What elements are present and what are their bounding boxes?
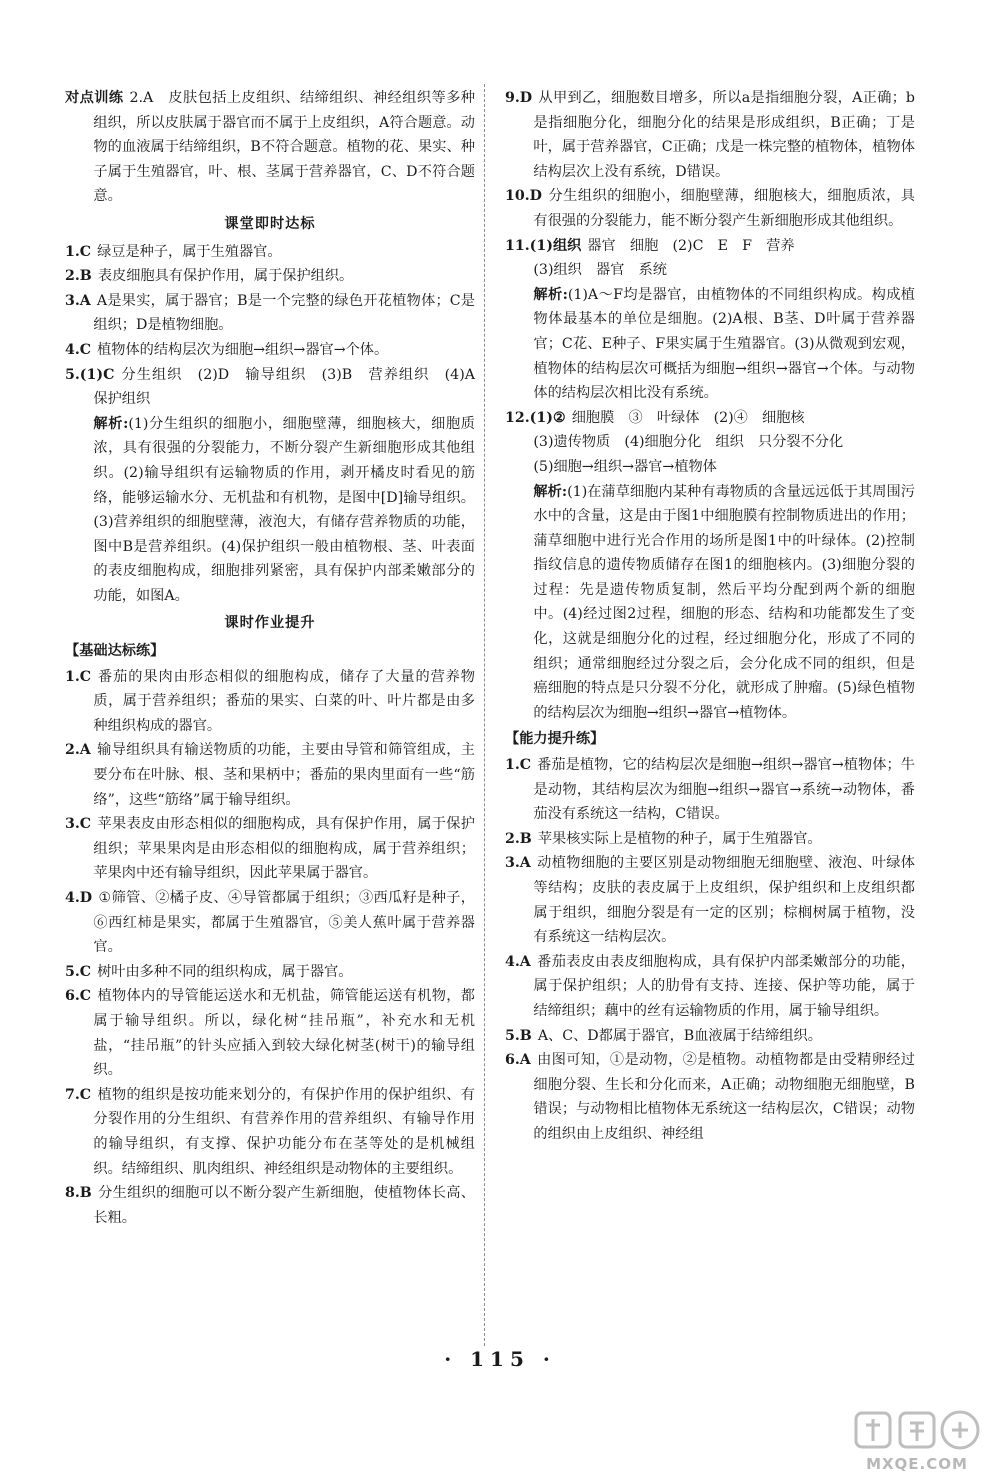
item-text: A、C、D都属于器官，B血液属于结缔组织。 [537,1027,822,1044]
item-number: 9.D [505,90,533,106]
list-item [65,1083,475,1181]
list-item [505,950,915,1024]
list-item [65,289,475,338]
item-text: 树叶由多种不同的组织构成，属于器官。 [97,963,353,980]
item-number: 2.A [65,742,91,759]
item-number: 2.B [505,830,532,847]
item-text: 输导组织具有输送物质的功能，主要由导管和筛管组成，主要分布在叶脉、根、茎和果柄中；番茄的果肉里面有一些“筋络”，这些“筋络”属于输导组织。 [93,742,475,808]
item-text: 番茄表皮由表皮细胞构成，具有保护内部柔嫩部分的功能，属于保护组织；人的肋骨有支持、连接、保护等功能，属于结缔组织；藕中的丝有运输物质的作用，属于输导组织。 [533,953,915,1019]
list-item [65,264,475,289]
section-title-classroom: 课堂即时达标 [224,215,316,232]
watermark-logo [842,1407,992,1475]
analysis-label: 解析: [93,415,129,432]
item-number: 5.(1)C [65,366,115,383]
item-text: 苹果核实际上是植物的种子，属于生殖器官。 [537,830,822,847]
item-text: 表皮细胞具有保护作用，属于保护组织。 [97,268,354,285]
item-number: 10.D [505,188,542,205]
list-item [505,1048,915,1146]
basic-practice-heading: 【基础达标练】 [65,643,165,660]
list-item [65,738,475,812]
item-text: 细胞膜 ③ 叶绿体 (2)④ 细胞核 [571,409,805,426]
section-title-homework: 课时作业提升 [224,615,316,632]
item-text: 植物体内的导管能运送水和无机盐，筛管能运送有机物，都属于输导组织。所以，绿化树“挂吊瓶”，补充水和无机盐，“挂吊瓶”的针头应插入到较大绿化树茎(树干)的输导组织。 [93,988,475,1079]
item-number: 7.C [65,1086,92,1103]
list-item [505,234,915,259]
item-number: 12.(1)② [505,409,566,426]
item-number: 2.B [65,268,92,285]
intro-item [65,86,475,209]
analysis-block [505,283,915,406]
item-text: 植物的组织是按功能来划分的，有保护作用的保护组织、有分裂作用的分生组织、有营养作用的营养组织、有输导作用的输导组织，有支撑、保护功能分布在茎等处的是机械组织。结缔组织、肌肉组织、神经组织是动物体的主要组织。 [93,1086,475,1177]
watermark-text: MXQE.COM [866,1455,968,1473]
right-column [505,86,915,1147]
list-item [505,827,915,852]
basic-list [65,665,475,1231]
item-text: 分生组织的细胞可以不断分裂产生新细胞，使植物体长高、长粗。 [93,1185,475,1226]
intro-text: 2.A 皮肤包括上皮组织、结缔组织、神经组织等多种组织，所以皮肤属于器官而不属于上皮组织，A符合题意。动物的血液属于结缔组织，B不符合题意。植物的花、果实、种子属于生殖器官，叶、根、茎属于营养器官，C、D不符合题意。 [93,90,475,205]
item-number: 11.(1)组织 [505,237,582,254]
item-text: ①筛管、②橘子皮、④导管都属于组织；③西瓜籽是种子，⑥西红柿是果实，都属于生殖器官，⑤美人蕉叶属于营养器官。 [93,890,475,956]
intro-label: 对点训练 [65,90,124,106]
ability-practice-heading: 【能力提升练】 [505,731,605,748]
item-number: 5.B [505,1027,532,1044]
page-number: · 115 · [444,1347,556,1371]
ability-list [505,753,915,1147]
item-continuation: (3)遗传物质 (4)细胞分化 组织 只分裂不分化 [533,434,844,451]
item-text: A是果实，属于器官；B是一个完整的绿色开花植物体；C是组织；D是植物细胞。 [93,292,475,334]
item-text: 分生组织 (2)D 输导组织 (3)B 营养组织 (4)A 保护组织 [93,366,490,408]
left-column [65,86,490,1230]
item-number: 6.C [65,988,92,1005]
list-item [505,184,915,233]
list-item [505,851,915,949]
analysis-block [65,412,475,609]
item-text: 从甲到乙，细胞数目增多，所以a是指细胞分裂，A正确；b是指细胞分化，细胞分化的结果是形成组织，B正确；丁是叶，属于营养器官，C正确；戊是一株完整的植物体，植物体结构层次上没有系统，D错误。 [533,90,915,180]
item-continuation: (3)组织 器官 系统 [533,262,667,279]
item-number: 4.D [65,890,93,906]
item-text: 植物体的结构层次为细胞→组织→器官→个体。 [97,341,389,358]
analysis-label: 解析: [533,286,568,303]
item-number: 3.A [505,855,531,872]
list-item [505,753,915,827]
list-item [65,886,475,960]
list-item [65,960,475,985]
classroom-list [65,240,490,412]
column-divider [484,84,485,1346]
item-number: 6.A [505,1052,531,1069]
analysis-label: 解析: [533,483,568,500]
analysis-text: (1)在蒲草细胞内某种有毒物质的含量远远低于其周围污水中的含量，这是由于图1中细胞膜有控制物质进出的作用；蒲草细胞中进行光合作用的场所是图1中的叶绿体。(2)控制指纹信息的遗传物质储存在图1的细胞核内。(3)细胞分裂的过程：先是遗传物质复制，然后平均分配到两个新的细胞中。(4)经过图2过程，细胞的形态、结构和功能都发生了变化，这就是细胞分化的过程，经过细胞分化，形成了不同的组织；通常细胞经过分裂之后，会分化成不同的组织，但是癌细胞的特点是只分裂不分化，就形成了肿瘤。(5)绿色植物的结构层次为细胞→组织→器官→植物体。 [533,483,915,721]
list-item [505,406,915,431]
list-item [505,1024,915,1049]
list-item [505,86,915,184]
list-item [65,984,475,1082]
item-number: 5.C [65,963,92,980]
item-number: 3.C [65,816,92,833]
item-text: 分生组织的细胞小，细胞壁薄，细胞核大，细胞质浓，具有很强的分裂能力，能不断分裂产生新细胞形成其他组织。 [533,188,915,229]
item-number: 4.C [65,341,92,358]
item-text: 由图可知，①是动物，②是植物。动植物都是由受精卵经过细胞分裂、生长和分化而来，A正确；动物细胞无细胞壁，B错误；与动物相比植物体无系统这一结构层次，C错误；动物的组织由上皮组织、神经组 [533,1052,915,1142]
item-text: 绿豆是种子，属于生殖器官。 [97,243,282,260]
list-item [65,812,475,886]
item-number: 4.A [505,953,531,970]
item-text: 苹果表皮由形态相似的细胞构成，具有保护作用，属于保护组织；苹果果肉是由形态相似的细胞构成，属于营养组织；苹果肉中还有输导组织，因此苹果属于器官。 [93,816,475,882]
item-number: 1.C [65,243,92,260]
analysis-text: (1)分生组织的细胞小，细胞壁薄，细胞核大，细胞质浓，具有很强的分裂能力，不断分裂产生新细胞形成其他组织。(2)输导组织有运输物质的作用，剥开橘皮时看见的筋络，能够运输水分、无机盐和有机物，是图中[D]输导组织。(3)营养组织的细胞壁薄，液泡大，有储存营养物质的功能，图中B是营养组织。(4)保护组织一般由植物根、茎、叶表面的表皮细胞构成，细胞排列紧密，具有保护内部柔嫩部分的功能，如图A。 [93,415,475,604]
item-number: 3.A [65,292,91,309]
analysis-block [505,480,915,726]
item-text: 动植物细胞的主要区别是动物细胞无细胞壁、液泡、叶绿体等结构；皮肤的表皮属于上皮组织，保护组织和上皮组织都属于组织，细胞分裂是有一定的区别；棕榈树属于植物，没有系统这一结构层次。 [533,855,915,946]
list-item [65,665,475,739]
continued-list [505,86,915,283]
item-number: 1.C [505,757,532,774]
item-text: 番茄的果肉由形态相似的细胞构成，储存了大量的营养物质，属于营养组织；番茄的果实、白菜的叶、叶片都是由多种组织构成的器官。 [93,668,475,734]
list-item [65,240,475,265]
list-item [65,1181,475,1230]
watermark-emblem-icon [842,1407,992,1457]
item-text: 器官 细胞 (2)C E F 营养 [587,237,795,254]
item-number: 8.B [65,1185,92,1202]
list-item [65,338,475,363]
analysis-text: (1)A～F均是器官，由植物体的不同组织构成。构成植物体最基本的单位是细胞。(2)A根、B茎、D叶属于营养器官；C花、E种子、F果实属于生殖器官。(3)从微观到宏观，植物体的结构层次可概括为细胞→组织→器官→个体。与动物体的结构层次相比没有系统。 [533,286,915,402]
list-item [65,363,490,412]
item-text: 番茄是植物，它的结构层次是细胞→组织→器官→植物体；牛是动物，其结构层次为细胞→组织→器官→系统→动物体，番茄没有系统这一结构，C错误。 [533,757,915,823]
item-continuation: (5)细胞→组织→器官→植物体 [533,458,717,475]
item-number: 1.C [65,668,92,685]
